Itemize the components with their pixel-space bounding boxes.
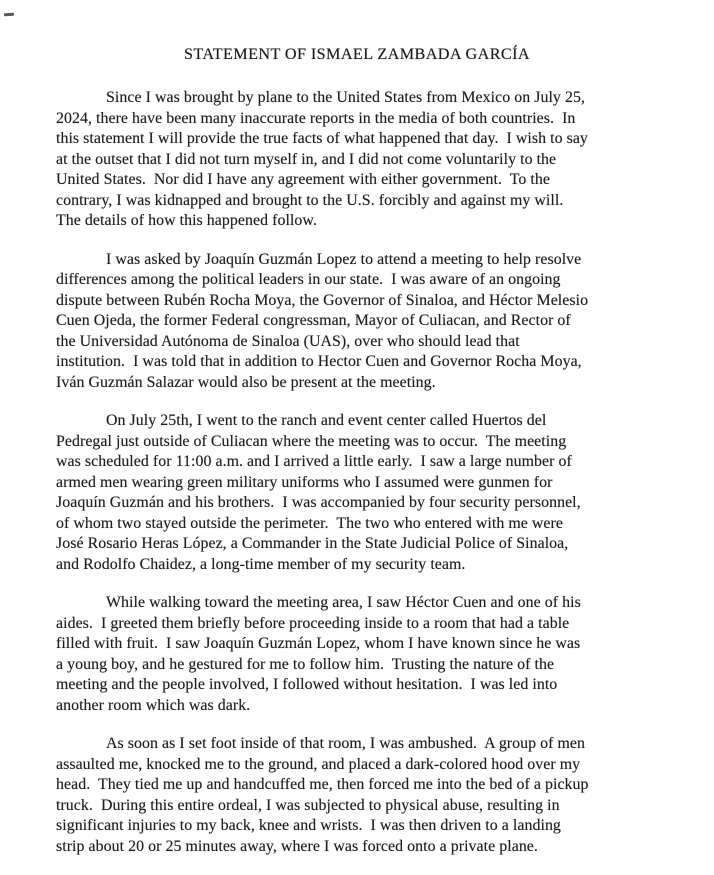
text-line: filled with fruit. I saw Joaquín Guzmán Lopez, whom I have known since he was (56, 635, 581, 652)
text-line: Cuen Ojeda, the former Federal congressman, Mayor of Culiacan, and Rector of (56, 312, 571, 329)
text-line: differences among the political leaders in our state. I was aware of an ongoing (56, 271, 561, 288)
paragraph (56, 250, 664, 394)
text-line: armed men wearing green military uniforms who I assumed were gunmen for (56, 473, 553, 491)
text-line: at the outset that I did not turn myself in, and I did not come voluntarily to the (56, 150, 557, 168)
text-line: and Rodolfo Chaidez, a long-time member of my security team. (56, 555, 466, 573)
text-line: a young boy, and he gestured for me to follow him. Trusting the nature of the (56, 655, 555, 673)
text-line: 2024, there have been many inaccurate reports in the media of both countries. In (56, 109, 576, 127)
text-line: this statement I will provide the true facts of what happened that day. I wish to say (56, 130, 588, 147)
text-line: Pedregal just outside of Culiacan where the meeting was to occur. The meeting (56, 432, 567, 450)
text-line: Iván Guzmán Salazar would also be present at the meeting. (56, 373, 436, 391)
text-line: strip about 20 or 25 minutes away, where I was forced onto a private plane. (56, 837, 538, 855)
paragraph (56, 88, 664, 232)
document-title: STATEMENT OF ISMAEL ZAMBADA GARCÍA (184, 45, 530, 63)
text-line: significant injuries to my back, knee and wrists. I was then driven to a landing (56, 817, 561, 834)
paragraph (56, 734, 664, 857)
text-line: meeting and the people involved, I followed without hesitation. I was led into (56, 676, 558, 693)
text-line: While walking toward the meeting area, I saw Héctor Cuen and one of his (106, 594, 581, 611)
text-line: I was asked by Joaquín Guzmán Lopez to attend a meeting to help resolve (106, 250, 582, 268)
text-line: Joaquín Guzmán and his brothers. I was accompanied by four security personnel, (56, 494, 581, 511)
document-body (56, 88, 664, 875)
text-line: On July 25th, I went to the ranch and event center called Huertos del (106, 412, 547, 429)
text-line: the Universidad Autónoma de Sinaloa (UAS), over who should lead that (56, 332, 520, 350)
text-line: Since I was brought by plane to the United States from Mexico on July 25, (106, 89, 585, 106)
scan-artifact-mark (4, 13, 14, 17)
text-line: was scheduled for 11:00 a.m. and I arrived a little early. I saw a large number of (56, 453, 572, 470)
paragraph (56, 411, 664, 575)
text-line: As soon as I set foot inside of that room, I was ambushed. A group of men (106, 735, 586, 752)
text-line: contrary, I was kidnapped and brought to the U.S. forcibly and against my will. (56, 191, 564, 209)
text-line: truck. During this entire ordeal, I was subjected to physical abuse, resulting in (56, 796, 560, 814)
text-line: dispute between Rubén Rocha Moya, the Governor of Sinaloa, and Héctor Melesio (56, 291, 589, 309)
text-line: institution. I was told that in addition to Hector Cuen and Governor Rocha Moya, (56, 353, 582, 370)
text-line: aides. I greeted them briefly before proceeding inside to a room that had a table (56, 614, 570, 632)
text-line: another room which was dark. (56, 696, 251, 714)
text-line: assaulted me, knocked me to the ground, and placed a dark-colored hood over my (56, 755, 581, 773)
text-line: head. They tied me up and handcuffed me, then forced me into the bed of a pickup (56, 776, 589, 793)
text-line: José Rosario Heras López, a Commander in the State Judicial Police of Sinaloa, (56, 535, 569, 552)
paragraph (56, 593, 664, 716)
text-line: of whom two stayed outside the perimeter. The two who entered with me were (56, 514, 563, 532)
text-line: United States. Nor did I have any agreement with either government. To the (56, 171, 550, 188)
text-line: The details of how this happened follow. (56, 212, 317, 229)
